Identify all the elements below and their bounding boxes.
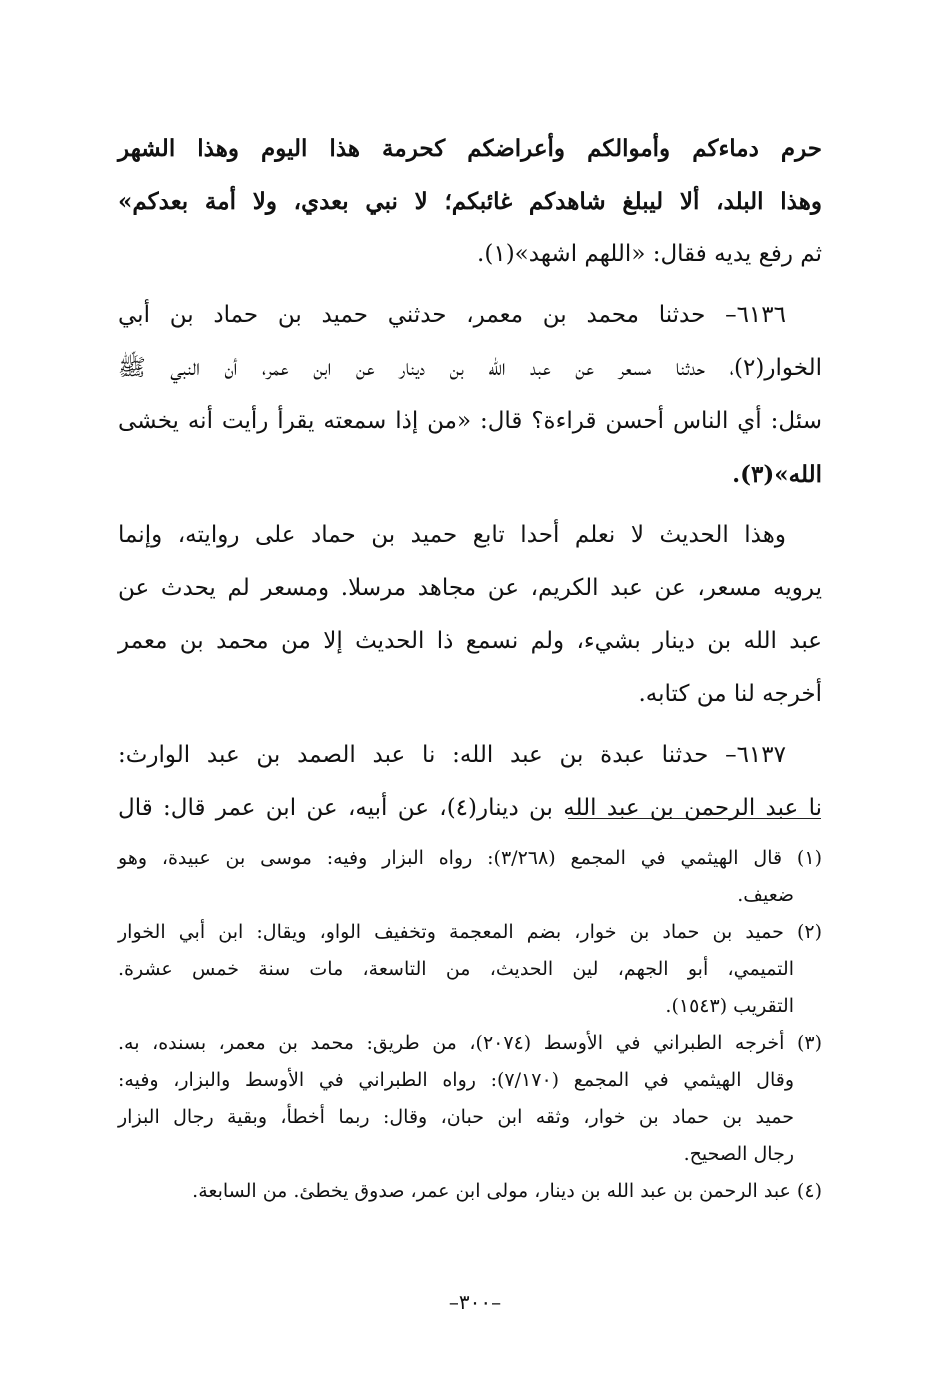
text-line: نا عبد الرحمن بن عبد الله بن دينار(٤)، عن أبيه، عن ابن عمر قال: قال (118, 795, 822, 821)
footnote-line: رجال الصحيح. (683, 1143, 794, 1165)
paragraph-commentary (118, 509, 822, 721)
text-line: عبد الله بن دينار بشيء، ولم نسمع ذا الحديث إلا من محمد بن معمر (118, 628, 822, 654)
text-line: الخوار(٢)، حدثنا مسعر عن عبد الله بن دينار عن ابن عمر، أن النبي ﷺ (118, 355, 822, 381)
footnote-line: حميد بن حماد بن خوار، وثقه ابن حبان، وقال: ربما أخطأ، وبقية رجال البزار (118, 1106, 794, 1128)
footnotes (118, 840, 822, 1210)
text-line: أخرجه لنا من كتابه. (638, 681, 822, 707)
footnote-line: (٢) حميد بن حماد بن خوار، بضم المعجمة وتخفيف الواو، ويقال: ابن أبي الخوار (118, 921, 822, 943)
text-line: ثم رفع يديه فقال: «اللهم اشهد»(١). (477, 241, 822, 267)
footnote-3 (118, 1025, 822, 1173)
page-number: –٣٠٠– (448, 1290, 502, 1314)
footnote-line: وقال الهيثمي في المجمع (٧/١٧٠): رواه الطبراني في الأوسط والبزار، وفيه: (118, 1069, 794, 1091)
footnote-line: (١) قال الهيثمي في المجمع (٣/٢٦٨): رواه البزار وفيه: موسى بن عبيدة، وهو (118, 847, 822, 869)
paragraph-1 (118, 122, 822, 281)
text-line: الله»(٣). (732, 461, 822, 488)
paragraph-hadith-6137 (118, 729, 822, 835)
main-text (118, 122, 822, 835)
text-line: سئل: أي الناس أحسن قراءة؟ قال: «من إذا سمعته يقرأ رأيت أنه يخشى (118, 408, 822, 434)
footnote-separator (568, 818, 821, 819)
footnote-1 (118, 840, 822, 914)
footnote-line: (٣) أخرجه الطبراني في الأوسط (٢٠٧٤)، من طريق: محمد بن معمر، بسنده، به. (118, 1032, 822, 1054)
footnote-line: التميمي، أبو الجهم، لين الحديث، من التاسعة، مات سنة خمس عشرة. (118, 958, 794, 980)
paragraph-hadith-6136 (118, 289, 822, 501)
text-line: وهذا البلد، ألا ليبلغ شاهدكم غائبكم؛ لا نبي بعدي، ولا أمة بعدكم» (118, 188, 822, 215)
text-line: حرم دماءكم وأموالكم وأعراضكم كحرمة هذا اليوم وهذا الشهر (118, 135, 822, 162)
text-line: يرويه مسعر، عن عبد الكريم، عن مجاهد مرسلا. ومسعر لم يحدث عن (118, 575, 822, 601)
text-line: وهذا الحديث لا نعلم أحدا تابع حميد بن حماد على روايته، وإنما (118, 522, 786, 548)
text-line: ٦١٣٧– حدثنا عبدة بن عبد الله: نا عبد الصمد بن عبد الوارث: (118, 742, 786, 768)
footnote-line: (٤) عبد الرحمن بن عبد الله بن دينار، مولى ابن عمر، صدوق يخطئ. من السابعة. (192, 1180, 822, 1202)
footnote-2 (118, 914, 822, 1025)
text-line: ٦١٣٦– حدثنا محمد بن معمر، حدثني حميد بن حماد بن أبي (118, 302, 786, 328)
footnote-line: التقريب (١٥٤٣). (665, 995, 794, 1017)
footnote-line: ضعيف. (737, 884, 794, 906)
footnote-4 (118, 1173, 822, 1210)
